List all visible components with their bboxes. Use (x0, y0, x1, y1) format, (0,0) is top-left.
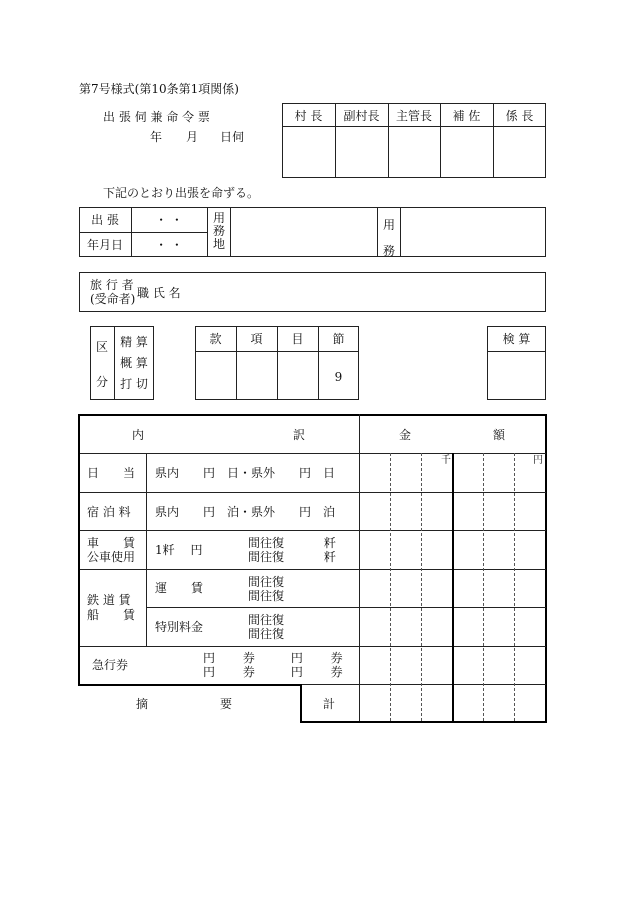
official-car-label: 公車使用 (87, 550, 136, 564)
car-fare-label: 車 賃 (87, 536, 136, 550)
approval-seal-3[interactable] (389, 127, 440, 177)
lodging-row[interactable]: 県内 円 泊・県外 円 泊 (155, 505, 336, 519)
details-header-wake: 訳 (293, 428, 306, 442)
form-number: 第7号様式(第10条第1項関係) (79, 82, 239, 96)
car-route-1[interactable]: 間往復 粁 (248, 536, 336, 550)
budget-head-kou: 項 (250, 332, 263, 346)
budget-setsu-value: 9 (334, 370, 343, 384)
purpose-field[interactable] (401, 208, 545, 256)
category-label-1: 区 (95, 340, 108, 354)
traveler-input[interactable] (190, 273, 545, 311)
budget-head-moku: 目 (291, 332, 304, 346)
trip-date-label-1: 出 張 (91, 213, 119, 227)
approval-head-5: 係 長 (505, 109, 534, 123)
audit-field[interactable] (488, 352, 545, 399)
fare-label: 運 賃 (155, 581, 204, 595)
audit-label: 検 算 (502, 332, 531, 346)
trip-date-dots-2[interactable]: ・ ・ (155, 238, 183, 252)
trip-date-dots-1[interactable]: ・ ・ (155, 213, 183, 227)
summary-label: 摘 要 (136, 697, 233, 711)
approval-seal-1[interactable] (283, 127, 335, 177)
approval-seal-5[interactable] (494, 127, 545, 177)
category-option-seisan[interactable]: 精 算 (120, 335, 148, 349)
daily-allowance-label: 日 当 (87, 466, 136, 480)
destination-label: 用務地 (212, 211, 225, 251)
car-rate[interactable]: 1粁 円 (155, 543, 203, 557)
approval-head-2: 副村長 (343, 109, 380, 123)
trip-date-label-2: 年月日 (86, 238, 123, 252)
budget-head-setsu: 節 (332, 332, 345, 346)
budget-head-kan: 款 (209, 332, 222, 346)
date-day: 日伺 (220, 130, 245, 144)
special-route-1[interactable]: 間往復 (248, 613, 285, 627)
total-label: 計 (323, 697, 336, 711)
instruction-text: 下記のとおり出張を命ずる。 (103, 186, 260, 200)
special-fee-label: 特別料金 (155, 620, 204, 634)
approval-seal-4[interactable] (441, 127, 493, 177)
category-label-2: 分 (95, 375, 108, 389)
amount-header-kin: 金 (399, 428, 412, 442)
express-row-1[interactable]: 円 券 円 券 (203, 651, 343, 665)
express-row-2[interactable]: 円 券 円 券 (203, 665, 343, 679)
category-option-gaisan[interactable]: 概 算 (120, 356, 148, 370)
daily-allowance-row[interactable]: 県内 円 日・県外 円 日 (155, 466, 336, 480)
express-ticket-label: 急行券 (92, 658, 129, 672)
ship-fare-label: 船 賃 (87, 608, 136, 622)
date-year: 年 (150, 130, 163, 144)
lodging-label: 宿 泊 料 (87, 505, 131, 519)
special-route-2[interactable]: 間往復 (248, 627, 285, 641)
fare-route-2[interactable]: 間往復 (248, 589, 285, 603)
fare-route-1[interactable]: 間往復 (248, 575, 285, 589)
traveler-label-1: 旅 行 者 (90, 278, 134, 292)
traveler-label-2: (受命者) (90, 292, 136, 306)
date-month: 月 (186, 130, 199, 144)
approval-seal-2[interactable] (336, 127, 388, 177)
car-route-2[interactable]: 間往復 粁 (248, 550, 336, 564)
unit-yen: 円 (533, 455, 543, 466)
category-option-uchikiri[interactable]: 打 切 (120, 377, 148, 391)
destination-field[interactable] (231, 208, 377, 256)
approval-head-1: 村 長 (294, 109, 323, 123)
details-header-uchi: 内 (132, 428, 145, 442)
approval-head-3: 主管長 (395, 109, 432, 123)
rail-fare-label: 鉄 道 賃 (87, 593, 131, 607)
form-title: 出 張 伺 兼 命 令 票 (103, 110, 210, 124)
approval-head-4: 補 佐 (452, 109, 481, 123)
amount-header-gaku: 額 (493, 428, 506, 442)
purpose-label: 用務 (382, 218, 395, 258)
traveler-fields: 職 氏 名 (137, 286, 181, 300)
unit-thousand: 千 (441, 455, 451, 466)
